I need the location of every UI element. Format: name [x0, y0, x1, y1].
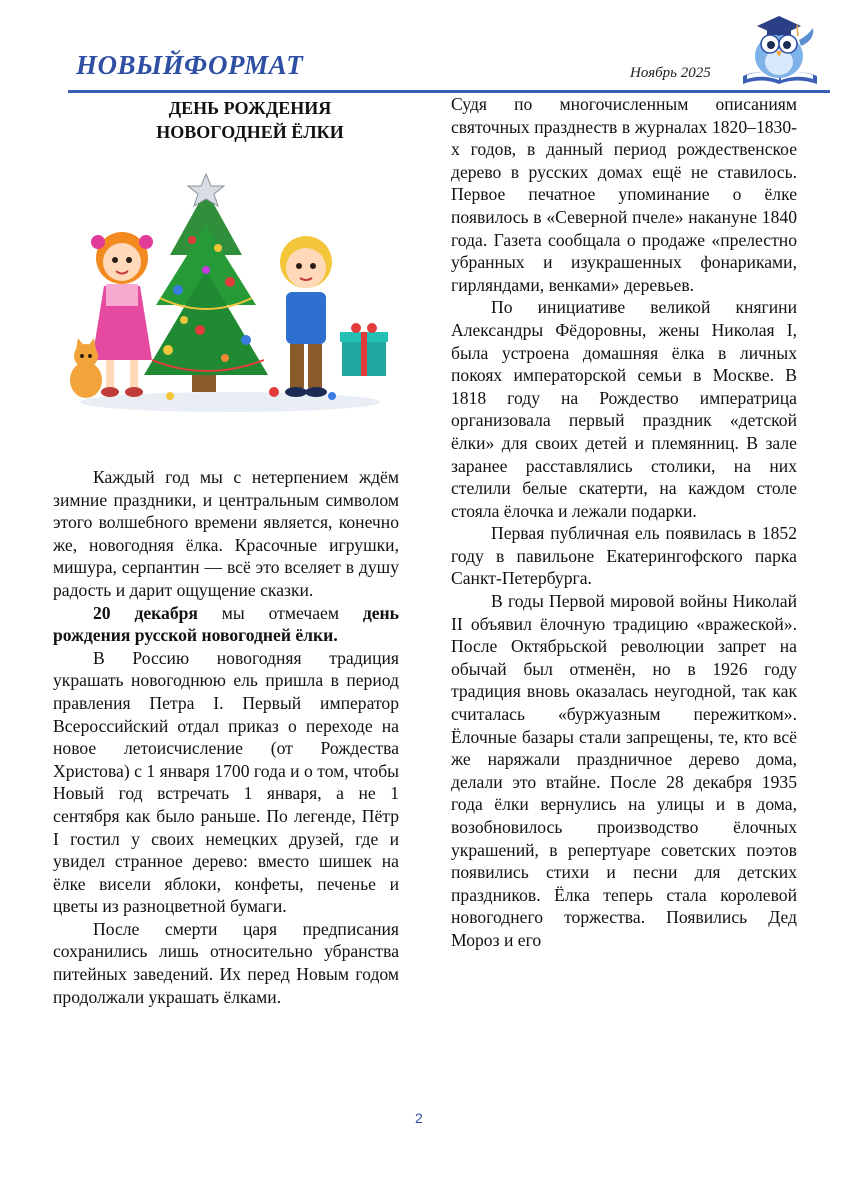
left-paragraph-4: После смерти царя предписания сохранились лишь относительно убранства питейных заведений. Их перед Новым годом продолжали украшать ёлками.	[53, 918, 399, 1007]
event-date: 20 декабря	[93, 602, 198, 623]
issue-date: Ноябрь 2025	[630, 65, 711, 81]
masthead: НОВЫЙФОРМАТ	[76, 50, 304, 80]
title-line-2: НОВОГОДНЕЙ ЁЛКИ	[156, 122, 344, 142]
right-column	[451, 93, 797, 952]
article-title	[95, 96, 405, 144]
left-paragraph-2-mid: мы отмечаем	[197, 602, 363, 623]
left-paragraph-1: Каждый год мы с нетерпением ждём зимние праздники, и центральным символом этого волшебного времени является, конечно же, новогодняя ёлка. Красочные игрушки, мишура, серпантин — всё это вселяет в душу радость и дарит ощущение сказки.	[53, 467, 399, 600]
owl-logo-icon	[735, 6, 825, 90]
right-paragraph-3: Первая публичная ель появилась в 1852 году в павильоне Екатерингофского парка Санкт-Петербурга.	[451, 523, 797, 589]
left-paragraph-2	[53, 602, 399, 647]
right-paragraph-2: По инициативе великой княгини Александры Фёдоровны, жены Николая I, была устроена домашняя ёлка в личных покоях императорской семьи в Москве. В 1818 году на Рождество императрица организовала первый праздник «детской ёлки» для своих детей и племянниц. В зале заранее расставлялись столики, на них стелили белые скатерти, на каждом столе стояла ёлочка и лежали подарки.	[451, 297, 797, 521]
event-name: день рождения русской новогодней ёлки.	[53, 602, 399, 646]
left-paragraph-3: В Россию новогодняя традиция украшать новогоднюю ель пришла в период правления Петра I. Первый император Всероссийский отдал приказ о переходе на новое летоисчисление (от Рождества Христова) с 1 января 1700 года и о том, чтобы Новый год встречать 1 января, а не 1 сентября как было раньше. По легенде, Пётр I гостил у своих немецких друзей, где и увидел странное дерево: вместо шишек на ёлке висели яблоки, конфеты, печенье и цветы из разноцветной бумаги.	[53, 647, 399, 917]
title-line-1: ДЕНЬ РОЖДЕНИЯ	[168, 98, 332, 118]
page-number: 2	[415, 1110, 423, 1126]
right-paragraph-1: Судя по многочисленным описаниям святочных празднеств в журналах 1820‒1830-х годов, в данный период рождественское дерево в русских домах ещё не ставилось. Первое печатное упоминание о ёлке появилось в «Северной пчеле» накануне 1840 года. Газета сообщала о продаже «прелестно убранных и изукрашенных фонариками, гирляндами, венками» деревьев.	[451, 94, 797, 295]
left-column	[53, 466, 399, 1008]
right-paragraph-4: В годы Первой мировой войны Николай II объявил ёлочную традицию «вражеской». После Октябрьской революции запрет на обычай был отменён, но в 1926 году традиция вновь оказалась неугодной, так как считалась «буржуазным пережитком». Ёлочные базары стали запрещены, те, кто всё же наряжали праздничное дерево дома, делали это втайне. После 28 декабря 1935 года ёлки вернулись на улицы и в дома, возобновилось производство ёлочных украшений, в репертуаре советских поэтов появились стихи и песни для детских праздников. Ёлка теперь стала королевой новогоднего торжества. Появились Дед Мороз и его	[451, 591, 797, 950]
christmas-tree-illustration	[60, 170, 400, 415]
